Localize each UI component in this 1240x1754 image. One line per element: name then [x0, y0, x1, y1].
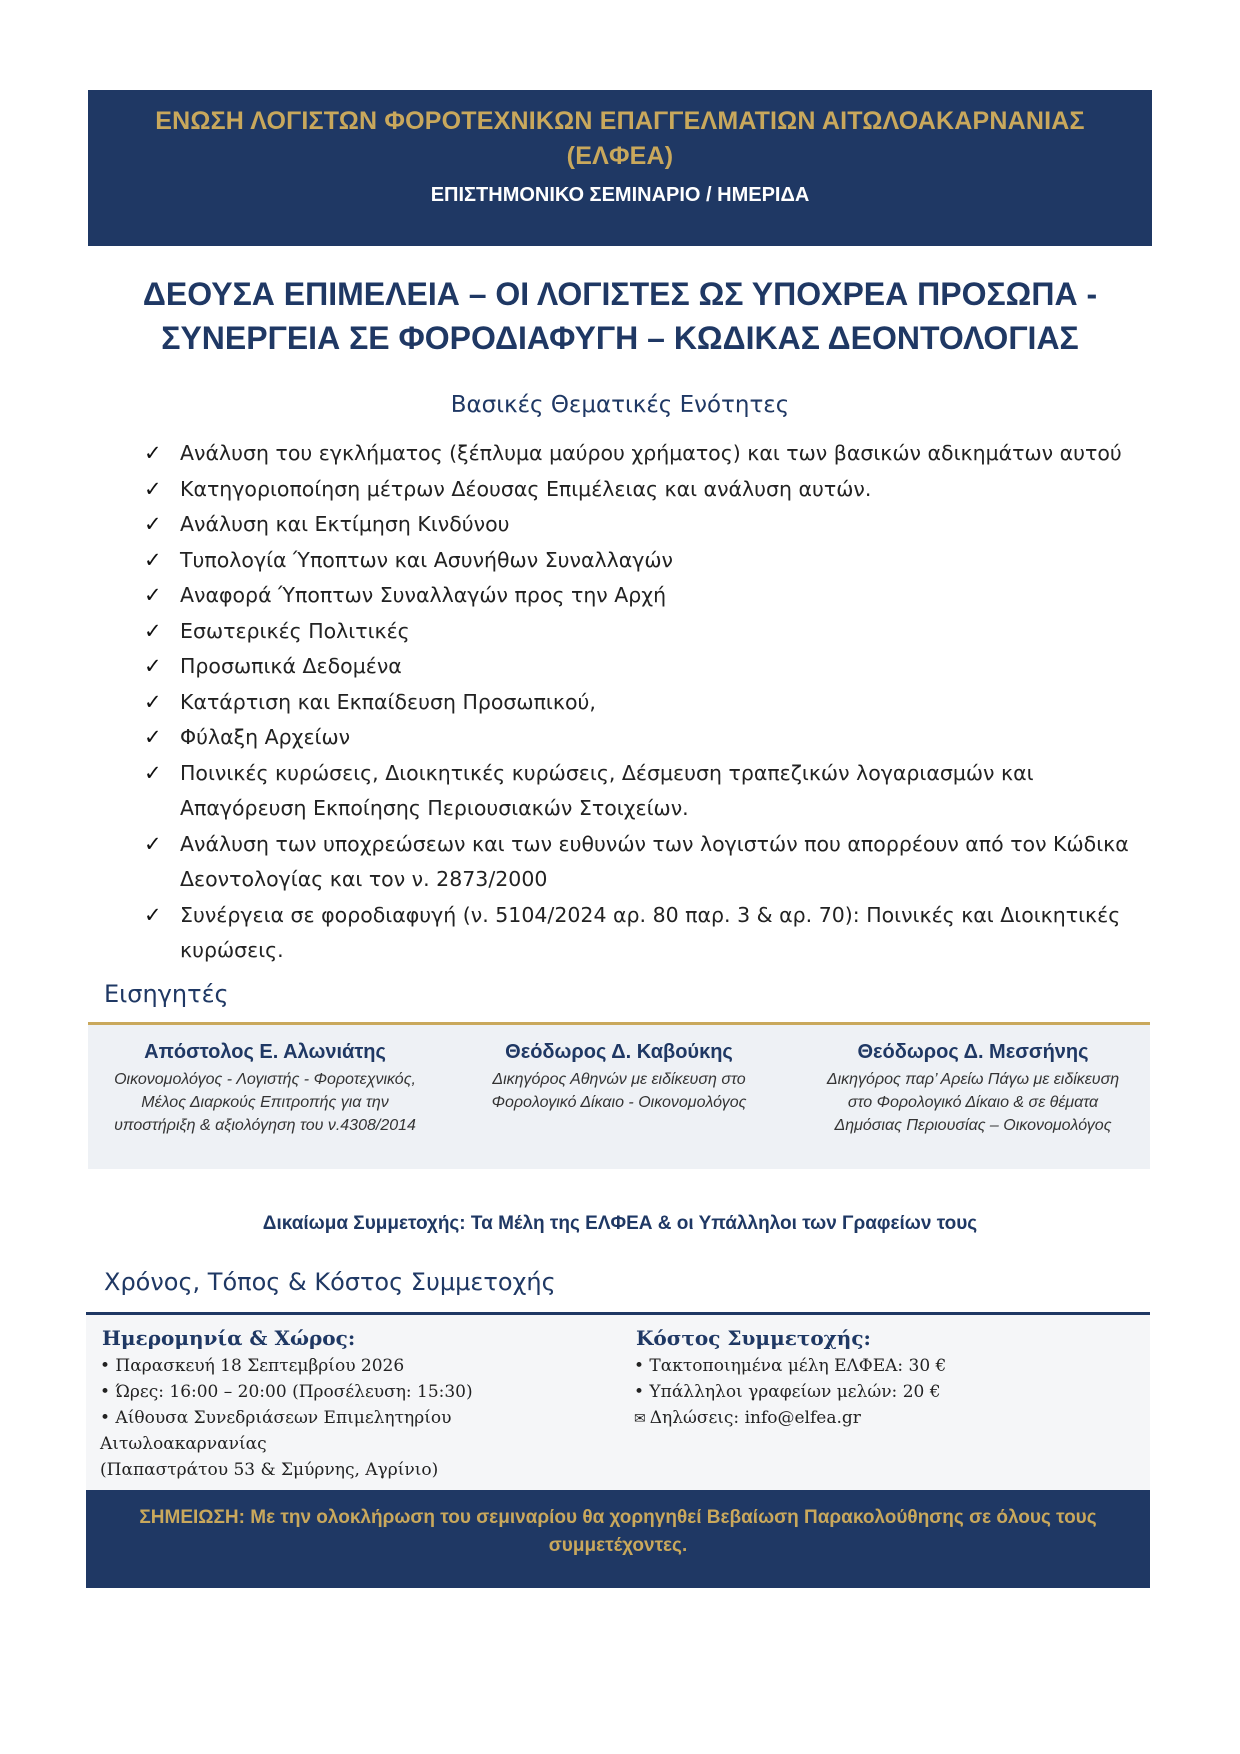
- speaker-card: [796, 1025, 1150, 1169]
- event-type: ΕΠΙΣΤΗΜΟΝΙΚΟ ΣΕΜΙΝΑΡΙΟ / ΗΜΕΡΙΔΑ: [430, 184, 810, 206]
- topics-heading: Βασικές Θεματικές Ενότητες: [450, 392, 790, 418]
- check-icon: ✓: [144, 725, 162, 749]
- organization-name-line1: ΕΝΩΣΗ ΛΟΓΙΣΤΩΝ ΦΟΡΟΤΕΧΝΙΚΩΝ ΕΠΑΓΓΕΛΜΑΤΙΩΝ ΑΙΤΩΛΟΑΚΑΡΝΑΝΙΑΣ: [155, 107, 1085, 135]
- speaker-card: [88, 1025, 442, 1169]
- contact-email[interactable]: Δηλώσεις: info@elfea.gr: [649, 1408, 861, 1428]
- check-icon: ✓: [144, 689, 162, 714]
- participation-eligibility: Δικαίωμα Συμμετοχής: Τα Μέλη της ΕΛΦΕΑ & οι Υπάλληλοι των Γραφείων τους: [262, 1213, 978, 1234]
- list-item: ✓ Ανάλυση και Εκτίμηση Κινδύνου: [140, 507, 1150, 543]
- speaker-description: Δικηγόρος παρ’ Αρείω Πάγω με ειδίκευση στο Φορολογικό Δίκαιο & σε θέματα Δημόσιας Περιουσίας – Οικονομολόγος: [826, 1071, 1120, 1134]
- speaker-description: Δικηγόρος Αθηνών με ειδίκευση στο Φορολογικό Δίκαιο - Οικονομολόγος: [491, 1071, 747, 1111]
- topics-list: [140, 436, 1150, 969]
- venue-line: • Αίθουσα Συνεδριάσεων Επιμελητηρίου Αιτωλοακαρνανίας: [100, 1408, 452, 1454]
- organization-acronym: (ΕΛΦΕΑ): [566, 142, 674, 170]
- list-item: ✓ Αναφορά Ύποπτων Συναλλαγών προς την Αρχή: [140, 578, 1150, 614]
- seminar-title-line1: ΔΕΟΥΣΑ ΕΠΙΜΕΛΕΙΑ – ΟΙ ΛΟΓΙΣΤΕΣ ΩΣ ΥΠΟΧΡΕΑ ΠΡΟΣΩΠΑ -: [142, 276, 1098, 312]
- note-banner: ΣΗΜΕΙΩΣΗ: Με την ολοκλήρωση του σεμιναρίου θα χορηγηθεί Βεβαίωση Παρακολούθησης σε όλους τους συμμετέχοντες.: [86, 1490, 1150, 1588]
- speaker-name: Θεόδωρος Δ. Μεσσήνης: [857, 1041, 1089, 1063]
- speakers-panel: [88, 1022, 1150, 1169]
- list-item: ✓ Κατάρτιση και Εκπαίδευση Προσωπικού,: [140, 685, 1150, 721]
- member-cost-line: • Τακτοποιημένα μέλη ΕΛΦΕΑ: 30 €: [634, 1356, 947, 1376]
- info-heading: Χρόνος, Τόπος & Κόστος Συμμετοχής: [104, 1268, 556, 1296]
- list-item: ✓ Εσωτερικές Πολιτικές: [140, 614, 1150, 650]
- speakers-heading: Εισηγητές: [104, 980, 229, 1008]
- employee-cost-line: • Υπάλληλοι γραφείων μελών: 20 €: [634, 1382, 941, 1402]
- speaker-name: Θεόδωρος Δ. Καβούκης: [505, 1041, 733, 1063]
- mail-icon: ✉: [634, 1411, 646, 1427]
- speaker-card: [442, 1025, 796, 1169]
- speaker-name: Απόστολος Ε. Αλωνιάτης: [144, 1041, 386, 1063]
- list-item: ✓ Τυπολογία Ύποπτων και Ασυνήθων Συναλλαγών: [140, 543, 1150, 579]
- seminar-title: [80, 272, 1160, 360]
- check-icon: ✓: [144, 618, 162, 643]
- date-venue-column: [96, 1325, 616, 1483]
- organization-name: [88, 104, 1152, 174]
- list-item: ✓ Κατηγοριοποίηση μέτρων Δέουσας Επιμέλειας και ανάλυση αυτών.: [140, 472, 1150, 508]
- check-icon: ✓: [144, 583, 162, 607]
- seminar-title-line2: ΣΥΝΕΡΓΕΙΑ ΣΕ ΦΟΡΟΔΙΑΦΥΓΗ – ΚΩΔΙΚΑΣ ΔΕΟΝΤΟΛΟΓΙΑΣ: [161, 320, 1079, 356]
- header-banner: [88, 90, 1152, 246]
- check-icon: ✓: [144, 760, 162, 785]
- check-icon: ✓: [144, 441, 162, 465]
- check-icon: ✓: [144, 512, 162, 536]
- speaker-description: Οικονομολόγος - Λογιστής - Φοροτεχνικός, Μέλος Διαρκούς Επιτροπής για την υποστήριξη & αξιολόγηση του ν.4308/2014: [114, 1071, 416, 1134]
- check-icon: ✓: [144, 654, 162, 678]
- date-venue-title: Ημερομηνία & Χώρος:: [102, 1326, 356, 1350]
- list-item: ✓ Ποινικές κυρώσεις, Διοικητικές κυρώσεις, Δέσμευση τραπεζικών λογαριασμών και Απαγόρευση Εκποίησης Περιουσιακών Στοιχείων.: [140, 756, 1150, 827]
- cost-column: [630, 1325, 1130, 1432]
- check-icon: ✓: [144, 831, 162, 856]
- list-item: ✓ Ανάλυση του εγκλήματος (ξέπλυμα μαύρου χρήματος) και των βασικών αδικημάτων αυτού: [140, 436, 1150, 472]
- check-icon: ✓: [144, 902, 162, 927]
- cost-title: Κόστος Συμμετοχής:: [636, 1326, 871, 1350]
- list-item: ✓ Φύλαξη Αρχείων: [140, 720, 1150, 756]
- list-item: ✓ Ανάλυση των υποχρεώσεων και των ευθυνών των λογιστών που απορρέουν από τον Κώδικα Δεοντολογίας και τον ν. 2873/2000: [140, 827, 1150, 898]
- date-line: • Παρασκευή 18 Σεπτεμβρίου 2026: [100, 1356, 405, 1376]
- check-icon: ✓: [144, 547, 162, 572]
- info-panel: [86, 1312, 1150, 1491]
- time-line: • Ώρες: 16:00 – 20:00 (Προσέλευση: 15:30): [100, 1382, 473, 1402]
- contact-line: [630, 1405, 1130, 1432]
- address-line: (Παπαστράτου 53 & Σμύρνης, Αγρίνιο): [100, 1460, 439, 1480]
- list-item: ✓ Προσωπικά Δεδομένα: [140, 649, 1150, 685]
- list-item: ✓ Συνέργεια σε φοροδιαφυγή (ν. 5104/2024 αρ. 80 παρ. 3 & αρ. 70): Ποινικές και Διοικητικές κυρώσεις.: [140, 898, 1150, 969]
- check-icon: ✓: [144, 476, 162, 501]
